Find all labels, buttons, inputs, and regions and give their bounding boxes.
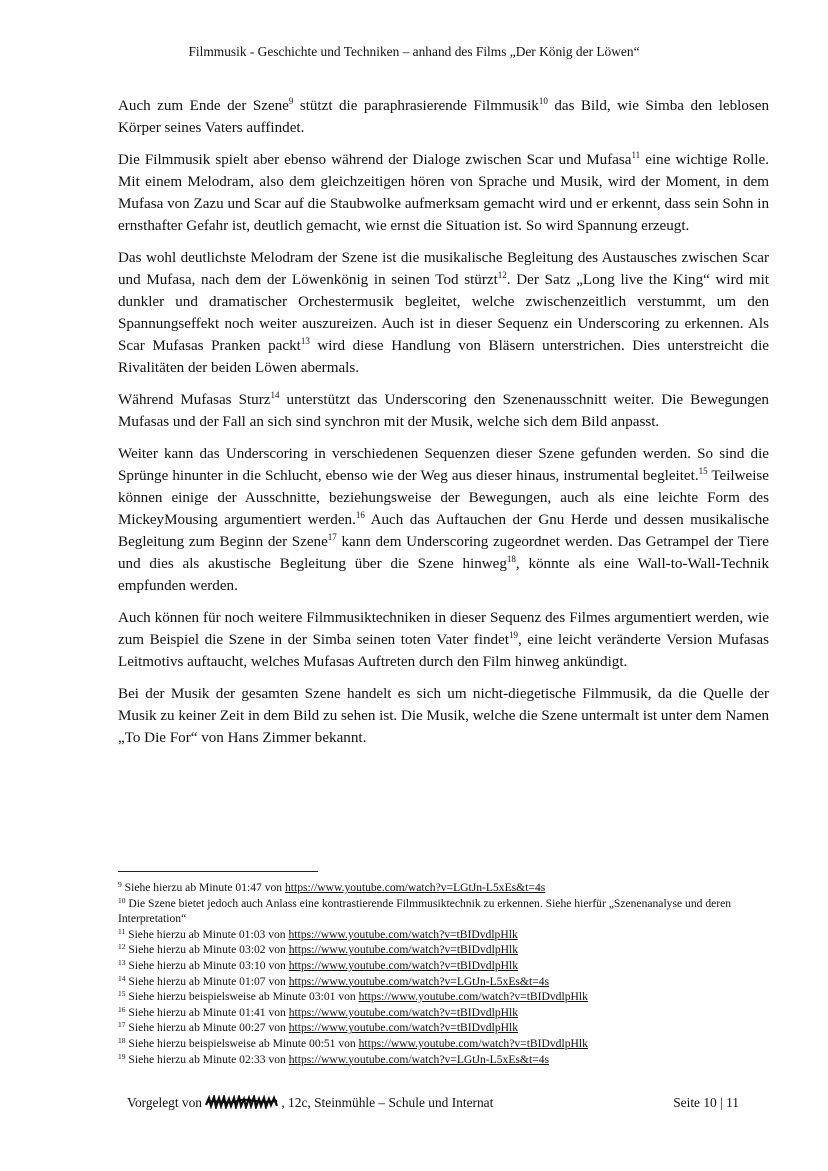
footnote-link[interactable]: https://www.youtube.com/watch?v=tBIDvdlpHlk [288,927,518,941]
footnote-link[interactable]: https://www.youtube.com/watch?v=tBIDvdlpHlk [288,1021,519,1035]
footnote-link[interactable]: https://www.youtube.com/watch?v=LGtJn-L5xEs&t=4s [285,881,546,894]
footnote-number: 13 [118,957,126,967]
footnotes [118,880,769,1067]
footnote-link[interactable]: https://www.youtube.com/watch?v=tBIDvdlpHlk [288,958,519,972]
footnote-text: Siehe hierzu beispielsweise ab Minute 03:01 von [125,990,359,1004]
footnote-number: 15 [118,989,126,999]
footnote-ref[interactable]: 11 [631,150,641,160]
footnote-text: Siehe hierzu ab Minute 03:10 von [125,958,289,972]
footnote [118,1052,769,1068]
paragraph [118,443,769,597]
footnote-number: 17 [118,1020,126,1030]
footnote-number: 11 [118,926,126,936]
footnote-text: Siehe hierzu ab Minute 00:27 von [125,1021,289,1035]
paragraph [118,149,769,237]
footnote [118,1005,769,1021]
paragraph-text: , eine leicht veränderte Version Mufasas Leitmotivs auftaucht, welches Mufasas Auftreten durch den Film hinweg ankündigt. [118,632,769,670]
paragraph-text: Auch können für noch weitere Filmmusiktechniken in dieser Sequenz des Filmes argumentiert werden, wie zum Beispiel die Szene in der Simba seinen toten Vater findet [118,610,769,648]
footer-author [127,1095,493,1111]
footnote-text: Siehe hierzu ab Minute 03:02 von [125,943,289,957]
paragraph-text: Bei der Musik der gesamten Szene handelt es sich um nicht-diegetische Filmmusik, da die Quelle der Musik zu keiner Zeit in dem Bild zu sehen ist. Die Musik, welche die Szene untermalt ist unter dem Namen „To Die For“ von Hans Zimmer bekannt. [118,686,769,746]
paragraph [118,389,769,433]
footnote-link[interactable]: https://www.youtube.com/watch?v=tBIDvdlpHlk [288,943,519,957]
paragraph-text: Weiter kann das Underscoring in verschiedenen Sequenzen dieser Szene gefunden werden. So sind die Sprünge hinunter in die Schlucht, ebenso wie der Weg aus dieser hinaus, instrumental begleitet. [118,446,769,484]
footnote-ref[interactable]: 16 [355,510,365,520]
footnote-number: 18 [118,1035,126,1045]
footnote-text: Siehe hierzu ab Minute 02:33 von [125,1052,289,1066]
page-number: Seite 10 | 11 [673,1095,739,1110]
footnote-link[interactable]: https://www.youtube.com/watch?v=tBIDvdlpHlk [288,1005,519,1019]
footnote-ref[interactable]: 17 [327,532,337,542]
footer-prefix: Vorgelegt von [127,1095,206,1110]
footnote-number: 14 [118,973,126,983]
footnote-number: 9 [118,880,122,889]
footnote-ref[interactable]: 13 [300,336,310,346]
footnote [118,1020,769,1036]
footnote-link[interactable]: https://www.youtube.com/watch?v=tBIDvdlpHlk [358,1036,588,1050]
paragraph-text: das Bild, wie Simba den leblosen Körper seines Vaters auffindet. [118,98,769,136]
paragraph-text: . Der Satz „Long live the King“ wird mit dunkler und dramatischer Orchestermusik begleitet, welche zwischenzeitlich verstummt, um den Spannungseffekt noch weiter auszureizen. Auch ist in dieser Sequenz ein Underscoring zu erkennen. Als Scar Mufasas Pranken packt [118,272,769,354]
paragraph-text: Auch zum Ende der Szene [118,98,289,114]
paragraph-text: Auch das Auftauchen der Gnu Herde und dessen musikalische Begleitung zum Beginn der Szene [118,512,769,550]
page-header: Filmmusik - Geschichte und Techniken – anhand des Films „Der König der Löwen“ [188,44,640,59]
footnote-text: Die Szene bietet jedoch auch Anlass eine kontrastierende Filmmusiktechnik zu erkennen. Siehe hierfür „Szenenanalyse und deren Interpretation“ [118,896,732,926]
footnote-ref[interactable]: 9 [288,96,294,106]
paragraph [118,247,769,379]
footnote-ref[interactable]: 14 [270,390,280,400]
footnote-number: 12 [118,942,126,952]
paragraph-text: Die Filmmusik spielt aber ebenso während der Dialoge zwischen Scar und Mufasa [118,152,632,168]
footnote-separator [118,871,318,872]
footnote [118,1036,769,1052]
footnote-ref[interactable]: 15 [698,466,708,476]
footnote [118,958,769,974]
paragraph [118,95,769,139]
footer-suffix: , 12c, Steinmühle – Schule und Internat [281,1095,494,1110]
page-footer [127,1095,739,1111]
footnote-text: Siehe hierzu ab Minute 01:07 von [125,974,289,988]
paragraph-text: Teilweise können einige der Ausschnitte, beziehungsweise der Bewegungen, auch als eine leichte Form des MickeyMousing argumentiert werden. [118,468,769,528]
paragraph-text: , könnte als eine Wall-to-Wall-Technik empfunden werden. [118,556,770,594]
footnote-ref[interactable]: 12 [497,270,507,280]
paragraph-text: Während Mufasas Sturz [118,392,271,408]
footnote-text: Siehe hierzu ab Minute 01:41 von [125,1005,289,1019]
footnote-text: Siehe hierzu beispielsweise ab Minute 00:51 von [125,1036,359,1050]
paragraph [118,683,769,749]
footnote-ref[interactable]: 19 [508,630,518,640]
paragraph-text: eine wichtige Rolle. Mit einem Melodram, also dem gleichzeitigen hören von Sprache und Musik, wird der Moment, in dem Mufasa von Zazu und Scar auf die Staubwolke aufmerksam gemacht wird und er erkennt, dass sein Sohn in ernsthafter Gefahr ist, deutlich gemacht, wie ernst die Situation ist. So wird Spannung erzeugt. [118,152,769,234]
paragraph-text: kann dem Underscoring zugeordnet werden. Das Getrampel der Tiere und dies als akustische Begleitung über die Szene hinweg [118,534,769,572]
footnote-text: Siehe hierzu ab Minute 01:03 von [125,927,289,941]
footnote [118,927,769,943]
footnote-number: 19 [118,1051,126,1061]
paragraph-text: unterstützt das Underscoring den Szenenausschnitt weiter. Die Bewegungen Mufasas und der Fall an sich sind synchron mit der Musik, welche sich dem Bild anpasst. [118,392,769,430]
footnote [118,974,769,990]
paragraph-text: Das wohl deutlichste Melodram der Szene ist die musikalische Begleitung des Austausches zwischen Scar und Mufasa, nach dem der Löwenkönig in seinen Tod stürzt [118,250,769,288]
paragraph [118,607,769,673]
footnote-text: Siehe hierzu ab Minute 01:47 von [121,881,285,894]
main-text [118,95,769,759]
footnote-link[interactable]: https://www.youtube.com/watch?v=tBIDvdlpHlk [358,990,588,1004]
footnote-ref[interactable]: 10 [538,96,548,106]
footnote-link[interactable]: https://www.youtube.com/watch?v=LGtJn-L5xEs&t=4s [288,974,550,988]
footnote [118,896,769,927]
paragraph-text: wird diese Handlung von Bläsern unterstrichen. Dies unterstreicht die Rivalitäten der beiden Löwen abermals. [118,338,769,376]
footnote-number: 16 [118,1004,126,1014]
footnote [118,942,769,958]
redacted-name-scribble [205,1095,279,1109]
paragraph-text: stützt die paraphrasierende Filmmusik [293,98,539,114]
footnote-ref[interactable]: 18 [506,554,516,564]
footnote [118,880,769,896]
footnote-link[interactable]: https://www.youtube.com/watch?v=LGtJn-L5xEs&t=4s [288,1052,550,1066]
footnote [118,989,769,1005]
footnote-number: 10 [118,895,126,905]
